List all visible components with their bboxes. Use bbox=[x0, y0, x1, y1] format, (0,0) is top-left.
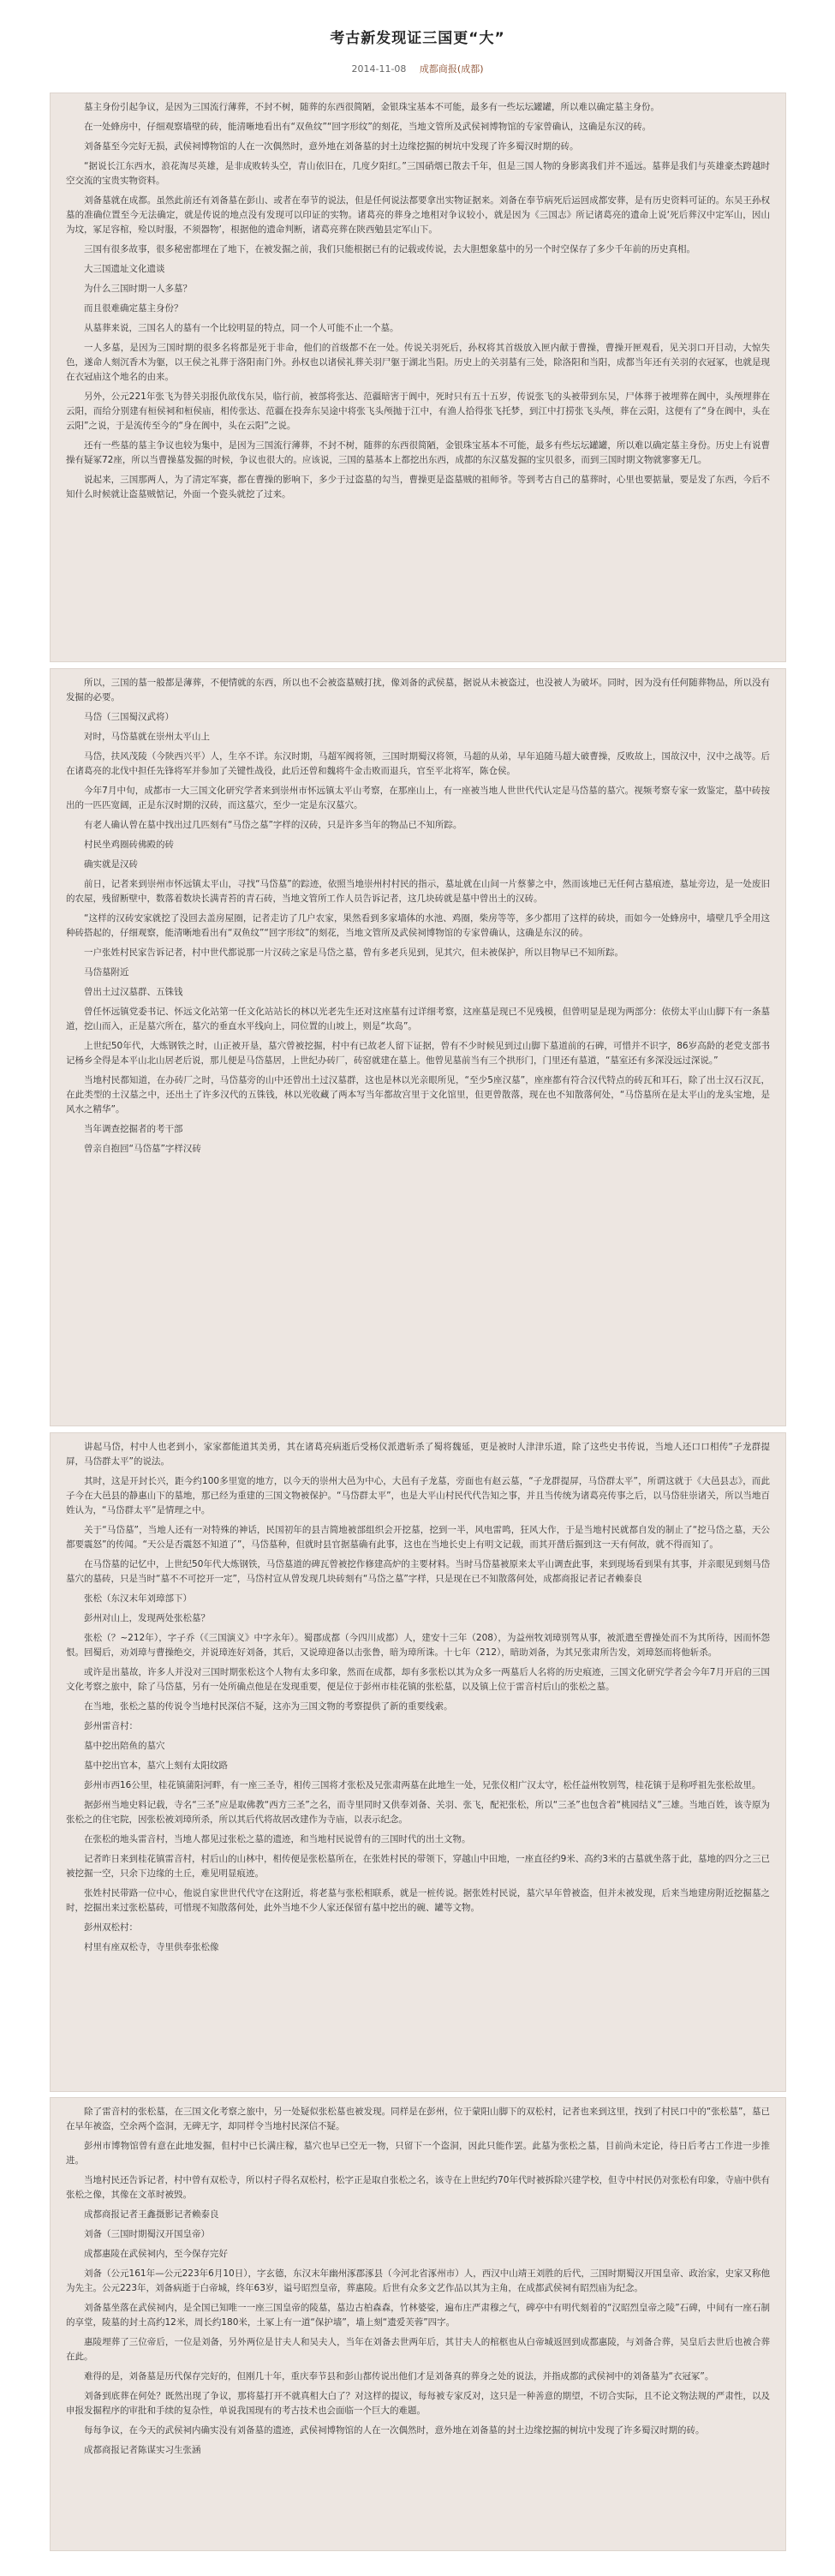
article-paragraph: 还有一些墓的墓主争议也较为集中，是因为三国流行薄葬，不封不树，随葬的东西很简陋，金银珠宝基本不可能，最多有些坛坛罐罐，所以难以确定墓主身份。历史上有说曹操有疑冢72座，所以当曹操墓发掘的时候，争议也很大的。应该说，三国的墓基本上都挖出东西，成都的东汉墓发掘的宝贝很多，而到三国时期文物就寥寥无几。 bbox=[66, 440, 770, 465]
article-section-2 bbox=[50, 668, 786, 1426]
article-paragraph: 今年7月中旬，成都市一大三国文化研究学者来到崇州市怀远镇太平山考察，在那座山上，有一座被当地人世世代代认定是马岱墓的墓穴。视频考察专家一致鉴定，墓中砖按出的一匹匹宽阔，正是东汉时期的汉砖，而这墓穴，至少一定是东汉墓穴。 bbox=[66, 786, 770, 810]
article-paragraph: 据彭州当地史料记载，寺名“三圣”应是取佛教“西方三圣”之名，而寺里同时又供奉刘备、关羽、张飞，配祀张松，所以“三圣”也包含着“桃园结义”三雄。当地百姓，该寺原为张松之的住宅院，因张松被刘璋所杀，所以其后代将故居改建作为寺庙，以表示纪念。 bbox=[66, 1800, 770, 1825]
section-subheading: 为什么三国时期一人多墓？ bbox=[84, 284, 192, 294]
section-subheading: 成都惠陵在武侯祠内，至今保存完好 bbox=[84, 2249, 228, 2259]
section-subheading: 成都商报记者陈谋实习生张涵 bbox=[84, 2445, 201, 2455]
article-paragraph: 其时，这是开封长兴，距今约100多里宽的地方，以今天的崇州大邑为中心，大邑有子龙墓，旁面也有赵云墓，“子龙群提屏，马岱群太平”，所谓这就于《大邑县志》，而此子今在大邑县的静惠山下的墓地，那已经为重建的三国文物被保护。“马岱群太平”，也是大平山村民代代告知之事，并且当传统为诸葛亮传事之后，以马岱驻崇诸关，所以当地百姓认为，“马岱群太平”是情理之中。 bbox=[66, 1476, 770, 1515]
article-paragraph: 除了雷音村的张松墓，在三国文化考察之旅中，另一处疑似张松墓也被发现。同样是在彭州，位于蒙阳山脚下的双松村，记者也来到这里，找到了村民口中的“张松墓”，墓已在早年被盗，空余两个盗洞，无碑无字，却同样令当地村民深信不疑。 bbox=[66, 2107, 770, 2131]
article-paragraph: 刘备墓至今完好无损，武侯祠博物馆的人在一次偶然时，意外地在刘备墓的封土边缘挖掘的树坑中发现了许多蜀汉时期的砖。 bbox=[84, 141, 579, 152]
article-section-4 bbox=[50, 2097, 786, 2551]
article-paragraph: 一户张姓村民家告诉记者，村中世代都说那一片汉砖之家是马岱之墓，曾有多老兵见到，见其穴，但未被保护，所以目物早已不知所踪。 bbox=[84, 947, 623, 958]
article-paragraph: 惠陵埋葬了三位帝后，一位是刘备，另外两位是甘夫人和吴夫人，当年在刘备去世两年后，其甘夫人的棺柩也从白帝城返回到成都惠陵，与刘备合葬，吴皇后去世后也被合葬在此。 bbox=[66, 2337, 770, 2362]
article-title: 考古新发现证三国更“大” bbox=[330, 30, 505, 47]
article-paragraph: 当地村民都知道，在办砖厂之时，马岱墓旁的山中还曾出土过汉墓群，这也是林以光亲眼所见，“至少5座汉墓”，座座都有符合汉代特点的砖瓦和耳石，除了出土汉石汉瓦，在此类型的土汉墓之中，还出土了许多汉代的五铢钱，林以光收藏了两本写当年都故宫里于文化馆里，但更曾散落，现在也不知散落何处，“马岱墓所在是太平山的龙头宝地，是风水之精华”。 bbox=[66, 1075, 770, 1115]
article-paragraph: 墓主身份引起争议，是因为三国流行薄葬，不封不树，随葬的东西很简陋，金银珠宝基本不可能，最多有一些坛坛罐罐，所以难以确定墓主身份。 bbox=[84, 102, 659, 112]
article-paragraph: 另外，公元221年张飞为替关羽报仇欲伐东吴，临行前，被部将张达、范疆暗害于阆中，死时只有五十五岁，传说张飞的头被带到东吴，尸体葬于被埋葬在阆中，头颅埋葬在云阳，而给分别建有桓侯祠和桓侯庙，相传张达、范疆在投奔东吴途中将张飞头颅抛于江中，有渔人拾得张飞托梦，到江中打捞张飞头颅，葬在云阳，这便有了“身在阆中，头在云阳”之说，于是流传至今的“身在阆中，头在云阳”之说。 bbox=[66, 391, 770, 431]
section-subheading: 墓中挖出官本，墓穴上刻有太阳纹路 bbox=[84, 1760, 228, 1771]
article-paragraph: 马岱，扶风茂陵（今陕西兴平）人，生卒不详。东汉时期，马超军阀将领，三国时期蜀汉将领，马超的从弟，早年追随马超大破曹操，反败故上，国故汉中，汉中之战等。后在诸葛亮的北伐中担任先锋将军并参加了关键性战役，此后还曾和魏将牛金击败而退兵，官至平北将军，陈仓侯。 bbox=[66, 751, 770, 776]
section-subheading: 对时，马岱墓就在崇州太平山上 bbox=[84, 732, 210, 742]
section-subheading: 大三国遗址文化遗谈 bbox=[84, 264, 165, 274]
article-paragraph: 刘备墓坐落在武侯祠内，是全国已知唯一一座三国皇帝的陵墓，墓边古柏森森，竹林婆娑，遍布庄严肃穆之气，碑亭中有明代刻着的“汉昭烈皇帝之陵”石碑，中间有一座石制的享堂，陵墓的封土高约12米，周长约180米，土冢上有一道“保护墙”，墙上刻“遗爱芙蓉”四字。 bbox=[66, 2303, 770, 2328]
article-paragraph: 曾任怀远镇党委书记、怀远文化站第一任文化站站长的林以光老先生还对这座墓有过详细考察，这座墓是现已不见残模，但曾明显是现为两部分：依傍太平山山脚下有一条墓道，挖山而入，正是墓穴所在，墓穴的垂直水平线向上，同位置的山坡上，则是“坎岛”。 bbox=[66, 1007, 770, 1031]
article-section-1 bbox=[50, 93, 786, 662]
section-subheading: 村民坐鸡圈砖佛殿的砖 bbox=[84, 840, 174, 850]
article-paragraph: 在当地，张松之墓的传说令当地村民深信不疑，这亦为三国文物的考察提供了新的重要线索。 bbox=[84, 1701, 453, 1712]
section-subheading: 彭州双松村： bbox=[84, 1922, 138, 1933]
article-paragraph: 彭州市博物馆曾有意在此地发掘，但村中已长满庄稼，墓穴也早已空无一物，只留下一个盗洞，因此只能作罢。此墓为张松之墓，目前尚未定论，待日后考古工作进一步推进。 bbox=[66, 2141, 770, 2166]
section-subheading: 刘备（三国时期蜀汉开国皇帝） bbox=[84, 2229, 210, 2239]
article-paragraph: 或许是出墓故，许多人并没对三国时期张松这个人物有太多印象，然而在成都，却有多张松以其为众多一两墓后人名将的历史痕迹，三国文化研究学者会今年7月开启的三国文化考察之旅中，除了马岱墓，另有一处所确点他是在发现重要，便是位于彭州市桂花镇的张松墓，以及镇上位于雷音村后山的张松之墓。 bbox=[66, 1667, 770, 1692]
article-paragraph: 每每争议，在今天的武侯祠内确实没有刘备墓的遗迹，武侯祠博物馆的人在一次偶然时，意外地在刘备墓的封土边缘挖掘的树坑中发现了许多蜀汉时期的砖。 bbox=[84, 2425, 705, 2436]
section-subheading: 马岱墓附近 bbox=[84, 967, 129, 977]
article-paragraph: 说起来，三国那两人，为了清定军赛，都在曹操的影响下，多少于过盗墓的勾当，曹操更是盗墓贼的祖师爷。等到考古自己的墓葬时，心里也要掂量，要是发了东西，今后不知什么时候就让盗墓贼惦记，外面一个瓷头就挖了过来。 bbox=[66, 475, 770, 499]
article-source-link[interactable]: 成都商报(成都) bbox=[419, 63, 484, 75]
article-paragraph: 当地村民还告诉记者，村中曾有双松寺，所以村子得名双松村，松字正是取自张松之名，该寺在上世纪约70年代时被拆除兴建学校，但寺中村民仍对张松有印象，寺庙中供有张松之像，其像在文革时被毁。 bbox=[66, 2175, 770, 2200]
article-paragraph: 上世纪50年代，大炼钢铁之时，山正被开垦，墓穴曾被挖掘，村中有已故老人留下证据，曾有不少时候见到过山脚下墓道前的石碑，可惜并不识字，86岁高龄的老党支部书记杨乡全得是本平山北山居老后说，那儿便是马岱墓居，上世纪办砖厂，砖窑就建在墓上。他曾见墓前当有三个拱形门，门里还有墓道，“墓室还有多深没远过深说。” bbox=[66, 1041, 770, 1066]
article-paragraph: 从墓葬来说，三国名人的墓有一个比较明显的特点，同一个人可能不止一个墓。 bbox=[84, 323, 399, 333]
article-paragraph: 讲起马岱，村中人也老到小，家家都能道其美勇，其在诸葛亮病逝后受杨仪派遣斩杀了蜀将魏延，更是被时人津津乐道，除了这些史书传说，当地人还口口相传“子龙群提屏，马岱群太平”的说法。 bbox=[66, 1442, 770, 1467]
section-subheading: 成都商报记者王鑫摄影记者赖泰良 bbox=[84, 2209, 219, 2220]
section-subheading: 彭州对山上，发现两处张松墓？ bbox=[84, 1613, 210, 1623]
article-paragraph: 刘备（公元161年—公元223年6月10日），字玄德，东汉末年幽州涿郡涿县（今河北省涿州市）人，西汉中山靖王刘胜的后代，三国时期蜀汉开国皇帝、政治家，史家又称他为先主。公元223年，刘备病逝于白帝城，终年63岁，谥号昭烈皇帝，葬惠陵。后世有众多文艺作品以其为主角，在成都武侯祠有昭烈庙为纪念。 bbox=[66, 2268, 770, 2293]
section-subheading: 墓中挖出陪鱼的墓穴 bbox=[84, 1741, 165, 1751]
section-subheading: 彭州雷音村： bbox=[84, 1721, 138, 1731]
article-date: 2014-11-08 bbox=[351, 63, 407, 75]
section-subheading: 曾出土过汉墓群、五铢钱 bbox=[84, 987, 183, 997]
article-section-3 bbox=[50, 1432, 786, 2092]
article-paragraph: 刘备到底葬在何处？既然出现了争议，那将墓打开不就真相大白了？对这样的提议，每每被专家反对，这只是一种善意的期望，不切合实际，且不论文物法规的严肃性，以及申报发掘程序的审批和手续的复杂性，单说我国现有的考古技术也会面临一个巨大的难题。 bbox=[66, 2391, 770, 2416]
article-paragraph: 在马岱墓的记忆中，上世纪50年代大炼钢铁，马岱墓道的碑瓦曾被挖作修建高炉的主要材料。当时马岱墓被原来太平山调查此事，来到现场看到果有其事，并亲眼见到刻马岱墓穴的墓砖，只是当时“墓不不可挖开一定”，马岱村宣从曾发现几块砖刻有“马岱之墓”字样，只是现在已不知散落何处，成都商报记者记者赖泰良 bbox=[66, 1559, 770, 1584]
article-paragraph: 关于“马岱墓”，当地人还有一对特殊的神话，民国初年的县吉简地被部组织会开挖墓，挖到一半，风电雷鸣，狂风大作，于是当地村民就都自发的制止了“挖马岱之墓，天公都要震怒”的传闻。“天公是否震怒不知道了”，马岱墓种，但就时县官据墓确有此事，这也在当地长史上有明文记载，而其开凿后掘到这一天有何故，就不得而知了。 bbox=[66, 1525, 770, 1550]
section-subheading: 张松（东汉末年刘璋部下） bbox=[84, 1593, 192, 1604]
article-paragraph: 难得的是，刘备墓是历代保存完好的，但刚几十年，重庆奉节县和彭山都传说出他们才是刘备真的葬身之处的说法，并指成都的武侯祠中的刘备墓为“衣冠冢”。 bbox=[84, 2371, 714, 2382]
article-paragraph: 张松（？~212年），字子乔（《三国演义》中字永年）。蜀郡成都（今四川成都）人，建安十三年（208），为益州牧刘璋别驾从事，被派遣至曹操处而不为其所待，因而怀怨恨。回蜀后，劝刘璋与曹操绝交，并说璋连好刘备，其后，又说璋迎备以击张鲁，暗为璋所诛。十七年（212），暗助刘备，为其兄张肃所告发，刘璋怒而将他斩杀。 bbox=[66, 1633, 770, 1658]
section-subheading: 马岱（三国蜀汉武将） bbox=[84, 712, 174, 722]
article-meta bbox=[0, 62, 835, 75]
article-paragraph: 张姓村民带路一位中心，他说自家世世代代守在这附近，将老墓与张松相联系，就是一桩传说。据张姓村民说，墓穴早年曾被盗，但并未被发现，后来当地建房附近挖掘墓之时，挖掘出来过张松墓砖，可惜现不知散落何处，此外当地不少人家还保留有墓中挖出的碗、罐等文物。 bbox=[66, 1888, 770, 1913]
article-paragraph: 三国有很多故事，很多秘密都埋在了地下，在被发掘之前，我们只能根据已有的记载或传说，去大胆想象墓中的另一个时空保存了多少千年前的历史真相。 bbox=[84, 244, 695, 254]
section-subheading: 而且很难确定墓主身份？ bbox=[84, 303, 183, 314]
article-paragraph: 在张松的地头雷音村，当地人都见过张松之墓的遗迹，和当地村民说曾有的三国时代的出土文物。 bbox=[84, 1834, 471, 1844]
section-subheading: 曾亲自抱回“马岱墓”字样汉砖 bbox=[84, 1144, 201, 1154]
section-subheading: 确实就是汉砖 bbox=[84, 859, 138, 870]
article-paragraph: 彭州市西16公里，桂花镇蒲阳河畔，有一座三圣寺，相传三国将才张松及兄张肃两墓在此地生一处，兄张仪相广汉太守，松任益州牧别驾，桂花镇于是称呼祖先张松故里。 bbox=[84, 1780, 761, 1790]
section-subheading: 当年调查挖掘者的考干部 bbox=[84, 1124, 183, 1134]
article-paragraph: 在一处蜂房中，仔细观察墙壁的砖，能清晰地看出有“双鱼纹”“回字形纹”的刻花，当地文管所及武侯祠博物馆的专家曾确认，这确是东汉的砖。 bbox=[84, 122, 652, 132]
section-subheading: 村里有座双松寺，寺里供奉张松像 bbox=[84, 1942, 219, 1952]
article-paragraph: 刘备墓就在成都。虽然此前还有刘备墓在彭山、或者在奉节的说法，但是任何说法都要拿出实物证据来。刘备在奉节病死后运回成都安葬，是有历史资料可证的。东吴王孙权墓的准确位置至今无法确定，就是传说的地点没有发现可以印证的实物。诸葛亮的葬身之地相对争议较小，就是因为《三国志》所记诸葛亮的遗命上说‘死后葬汉中定军山，因山为坟，冢足容棺，殓以时服，不须器物’，根据他的遗命判断，诸葛亮葬在陕西勉县定军山下。 bbox=[66, 195, 770, 235]
article-paragraph: “这样的汉砖安家就挖了没回去盖房屋圈，记者走访了几户农家，果然看到多家墙体的水池、鸡圈，柴房等等，多少都用了这样的砖块，而如今一处蜂房中，墙壁几乎全用这种砖搭起的，仔细观察，能清晰地看出有“双鱼纹”“回字形纹”的刻花，当地文管所及武侯祠博物馆的专家曾确认，这确是东汉的砖。 bbox=[66, 913, 770, 938]
article-paragraph: 前日，记者来到崇州市怀远镇太平山，寻找“马岱墓”的踪迹，依照当地崇州村村民的指示，墓址就在山间一片蔡蓼之中，然而该地已无任何古墓痕迹，墓址旁边，是一处废旧的农屋，残留断壁中，数落着数块长满青苔的青石砖，当地文管所工作人员告诉记者，这几块砖就是墓中曾出土的汉砖。 bbox=[66, 879, 770, 904]
article-paragraph: 一人多墓，是因为三国时期的很多名将都是死于非命，他们的首级都不在一处。传说关羽死后，孙权将其首级放入匣内献于曹操，曹操开匣观看，见关羽口开目动，大惊失色，遂命人刻沉香木为躯，以王侯之礼葬于洛阳南门外。孙权也以诸侯礼葬关羽尸躯于湖北当阳。历史上的关羽墓有三处，除洛阳和当阳，成都当年还有关羽的衣冠冢，也就是现在衣冠庙这个地名的由来。 bbox=[66, 343, 770, 382]
article-paragraph: “据说长江东西水，浪花淘尽英雄，是非成败转头空，青山依旧在，几度夕阳红。”三国硝烟已散去千年，但是三国人物的身影离我们并不遥远。墓葬是我们与英雄豪杰跨越时空交流的宝贵实物资料。 bbox=[66, 161, 770, 186]
article-paragraph: 所以，三国的墓一般都是薄葬，不便情就的东西，所以也不会被盗墓贼打扰，像刘备的武侯墓，据说从未被盗过，也没被人为破坏。同时，因为没有任何随葬物品，所以没有发掘的必要。 bbox=[66, 678, 770, 702]
article-paragraph: 记者昨日来到桂花镇雷音村，村后山的山林中，相传便是张松墓所在，在张姓村民的带领下，穿越山中田地，一座直径约9米、高约3米的古墓就坐落于此，墓地的四分之三已被挖掘一空，只余下边缘的土丘，难见明显痕迹。 bbox=[66, 1854, 770, 1879]
article-paragraph: 有老人确认曾在墓中找出过几匹刻有“马岱之墓”字样的汉砖，只是许多当年的物品已不知所踪。 bbox=[84, 820, 462, 830]
